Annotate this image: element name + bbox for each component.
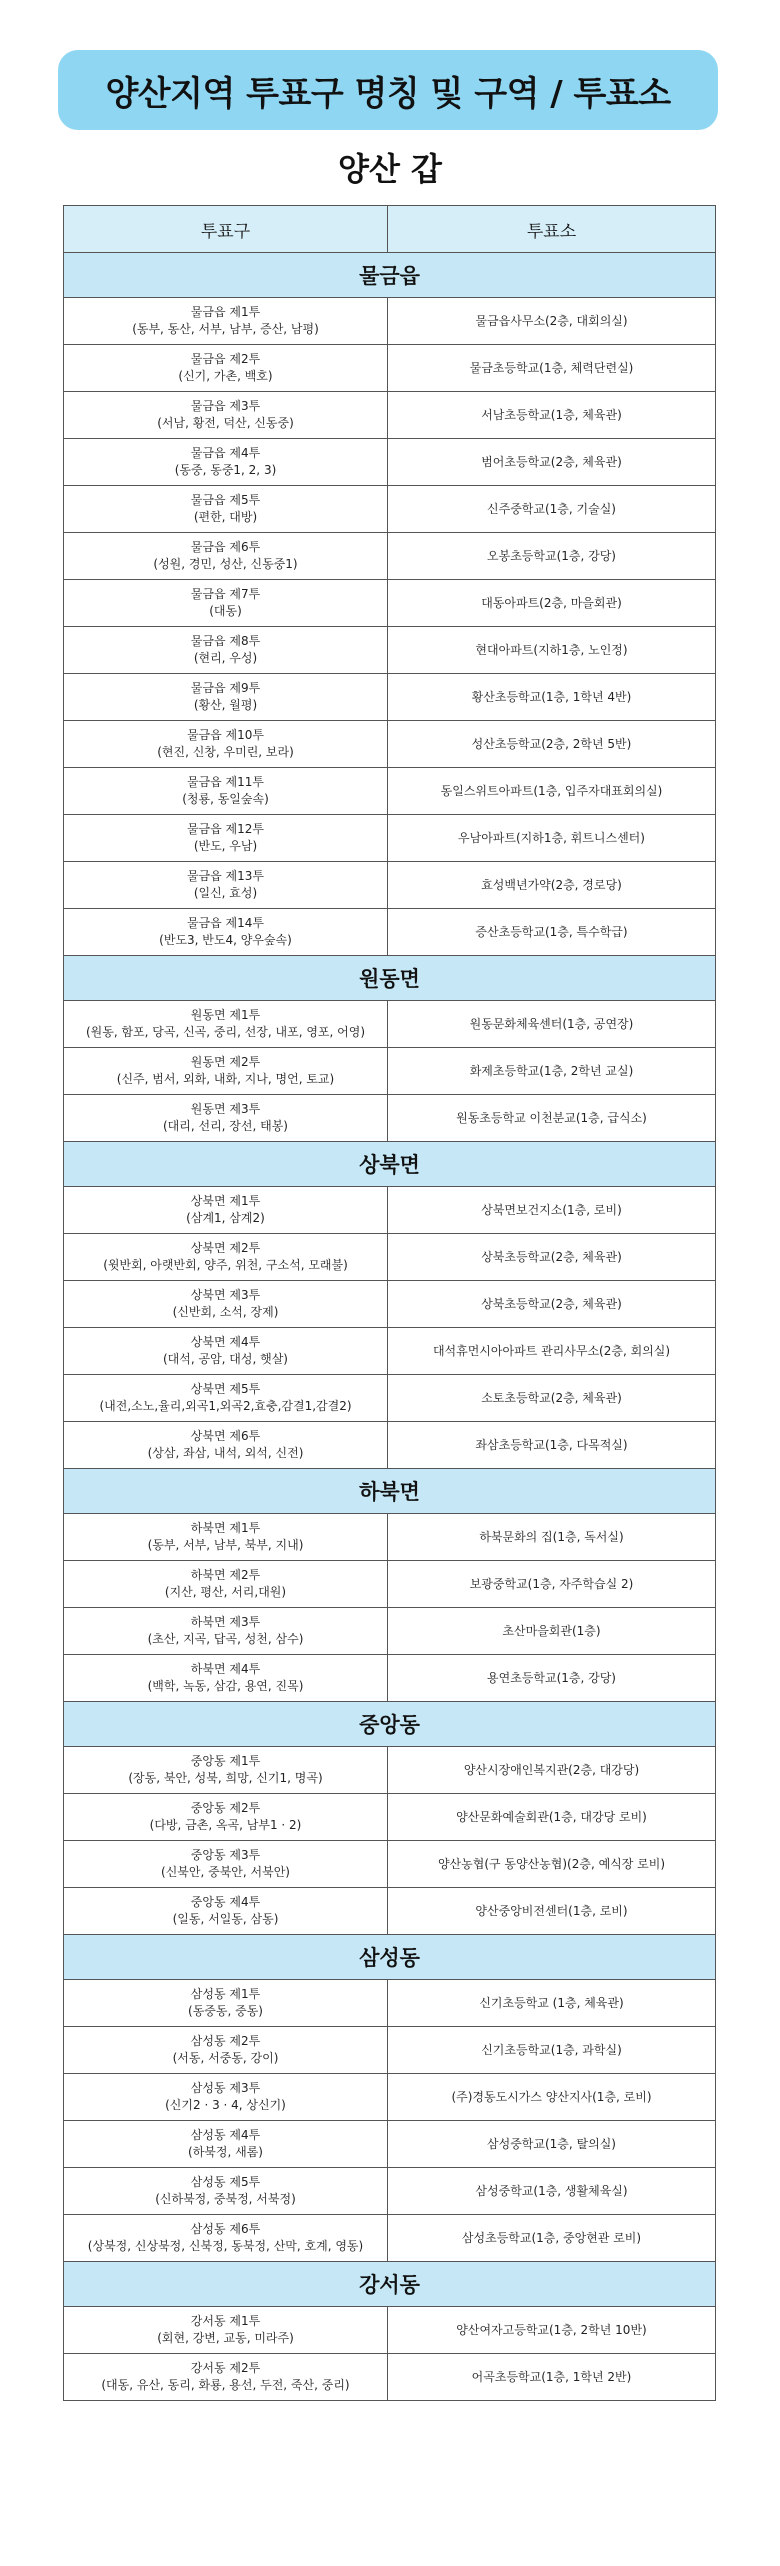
section-row	[64, 1935, 716, 1980]
polling-place-cell: 황산초등학교(1층, 1학년 4반)	[388, 674, 716, 721]
section-title: 삼성동	[64, 1935, 716, 1980]
table-row	[64, 1980, 716, 2027]
district-cell	[64, 1095, 388, 1142]
table-row	[64, 721, 716, 768]
polling-place-cell: 삼성중학교(1층, 탈의실)	[388, 2121, 716, 2168]
table-row	[64, 2027, 716, 2074]
district-name: 삼성동 제6투	[190, 2222, 261, 2236]
district-name: 상북면 제4투	[190, 1335, 261, 1349]
polling-place-cell: 서남초등학교(1층, 체육관)	[388, 392, 716, 439]
table-row	[64, 627, 716, 674]
district-cell	[64, 2168, 388, 2215]
section-title: 물금읍	[64, 253, 716, 298]
polling-place-cell: 상북초등학교(2층, 체육관)	[388, 1281, 716, 1328]
district-name: 삼성동 제4투	[190, 2128, 261, 2142]
district-cell	[64, 1281, 388, 1328]
polling-place-cell: 오봉초등학교(1층, 강당)	[388, 533, 716, 580]
table-row	[64, 815, 716, 862]
table-row	[64, 909, 716, 956]
polling-place-cell: 우남아파트(지하1층, 휘트니스센터)	[388, 815, 716, 862]
district-name: 물금읍 제12투	[186, 822, 265, 836]
polling-place-cell: 삼성중학교(1층, 생활체육실)	[388, 2168, 716, 2215]
district-area: (신주, 범서, 외화, 내화, 지나, 명언, 토교)	[116, 1072, 335, 1086]
table-row	[64, 768, 716, 815]
district-area: (대동)	[209, 604, 242, 618]
district-area: (동중동, 중동)	[188, 2004, 263, 2018]
table-row	[64, 674, 716, 721]
district-cell	[64, 533, 388, 580]
section-title: 중앙동	[64, 1702, 716, 1747]
table-row	[64, 1328, 716, 1375]
district-cell	[64, 1375, 388, 1422]
polling-place-cell: 대석휴먼시아아파트 관리사무소(2층, 회의실)	[388, 1328, 716, 1375]
section-row	[64, 2262, 716, 2307]
table-row	[64, 1281, 716, 1328]
section-row	[64, 1469, 716, 1514]
polling-place-cell: 삼성초등학교(1층, 중앙현관 로비)	[388, 2215, 716, 2262]
table-row	[64, 2354, 716, 2401]
district-cell	[64, 768, 388, 815]
district-area: (대동, 유산, 동리, 화룡, 용선, 두전, 죽산, 중리)	[101, 2378, 350, 2392]
section-row	[64, 956, 716, 1001]
polling-place-cell: 소토초등학교(2층, 체육관)	[388, 1375, 716, 1422]
polling-place-cell: 대동아파트(2층, 마을회관)	[388, 580, 716, 627]
district-name: 물금읍 제8투	[190, 634, 261, 648]
district-cell	[64, 627, 388, 674]
district-area: (서동, 서중동, 강이)	[172, 2051, 279, 2065]
district-name: 하북면 제3투	[190, 1615, 261, 1629]
district-name: 중앙동 제3투	[190, 1848, 261, 1862]
district-name: 물금읍 제6투	[190, 540, 261, 554]
polling-place-cell: 물금읍사무소(2층, 대회의실)	[388, 298, 716, 345]
district-cell	[64, 2307, 388, 2354]
district-cell	[64, 815, 388, 862]
district-area: (내전,소노,율리,외곡1,외곡2,효충,감결1,감결2)	[99, 1399, 352, 1413]
district-cell	[64, 1980, 388, 2027]
district-area: (현리, 우성)	[193, 651, 258, 665]
table-row	[64, 1001, 716, 1048]
district-name: 상북면 제5투	[190, 1382, 261, 1396]
district-cell	[64, 1747, 388, 1794]
polling-place-cell: (주)경동도시가스 양산지사(1층, 로비)	[388, 2074, 716, 2121]
district-area: (황산, 월평)	[193, 698, 258, 712]
district-area: (다방, 금촌, 옥곡, 남부1 · 2)	[149, 1818, 302, 1832]
table-row	[64, 1655, 716, 1702]
table-row	[64, 1234, 716, 1281]
district-area: (서남, 황전, 덕산, 신동중)	[157, 416, 294, 430]
polling-place-cell: 현대아파트(지하1층, 노인정)	[388, 627, 716, 674]
polling-place-cell: 양산농협(구 동양산농협)(2층, 예식장 로비)	[388, 1841, 716, 1888]
district-area: (윗반회, 아랫반회, 양주, 위천, 구소석, 모래불)	[103, 1258, 348, 1272]
district-area: (동중, 동중1, 2, 3)	[174, 463, 277, 477]
district-area: (편한, 대방)	[193, 510, 258, 524]
table-row	[64, 862, 716, 909]
table-row	[64, 345, 716, 392]
table-row	[64, 1187, 716, 1234]
district-cell	[64, 909, 388, 956]
section-row	[64, 253, 716, 298]
table-row	[64, 2074, 716, 2121]
polling-place-cell: 어곡초등학교(1층, 1학년 2반)	[388, 2354, 716, 2401]
polling-place-cell: 효성백년가약(2층, 경로당)	[388, 862, 716, 909]
table-row	[64, 1095, 716, 1142]
district-cell	[64, 345, 388, 392]
district-name: 원동면 제1투	[190, 1008, 261, 1022]
district-name: 하북면 제1투	[190, 1521, 261, 1535]
district-area: (지산, 평산, 서리,대원)	[164, 1585, 287, 1599]
district-area: (청룡, 동일숲속)	[182, 792, 269, 806]
district-area: (신북안, 중북안, 서북안)	[161, 1865, 290, 1879]
district-cell	[64, 721, 388, 768]
page-title: 양산지역 투표구 명칭 및 구역 / 투표소	[58, 50, 718, 130]
district-area: (초산, 지곡, 답곡, 성천, 삼수)	[147, 1632, 304, 1646]
polling-place-cell: 신주중학교(1층, 기술실)	[388, 486, 716, 533]
district-name: 강서동 제1투	[190, 2314, 261, 2328]
district-area: (삼계1, 삼계2)	[186, 1211, 265, 1225]
district-name: 원동면 제3투	[190, 1102, 261, 1116]
district-cell	[64, 2074, 388, 2121]
district-area: (회현, 강변, 교동, 미라주)	[157, 2331, 294, 2345]
table-row	[64, 2168, 716, 2215]
polling-table	[63, 205, 716, 2401]
district-area: (일신, 효성)	[193, 886, 258, 900]
district-name: 물금읍 제3투	[190, 399, 261, 413]
district-cell	[64, 2027, 388, 2074]
district-cell	[64, 674, 388, 721]
table-body	[64, 253, 716, 2401]
polling-place-cell: 신기초등학교(1층, 과학실)	[388, 2027, 716, 2074]
district-name: 물금읍 제11투	[186, 775, 265, 789]
district-name: 하북면 제4투	[190, 1662, 261, 1676]
district-area: (반도, 우남)	[193, 839, 258, 853]
polling-place-cell: 양산시장애인복지관(2층, 대강당)	[388, 1747, 716, 1794]
district-name: 물금읍 제4투	[190, 446, 261, 460]
table-row	[64, 1561, 716, 1608]
table-row	[64, 486, 716, 533]
district-name: 물금읍 제1투	[190, 305, 261, 319]
polling-place-cell: 용연초등학교(1층, 강당)	[388, 1655, 716, 1702]
table-header-row	[64, 206, 716, 253]
polling-place-cell: 양산중앙비전센터(1층, 로비)	[388, 1888, 716, 1935]
table-row	[64, 1375, 716, 1422]
table-row	[64, 1747, 716, 1794]
district-area: (장동, 북안, 성북, 희망, 신기1, 명곡)	[128, 1771, 323, 1785]
district-name: 중앙동 제1투	[190, 1754, 261, 1768]
district-name: 중앙동 제2투	[190, 1801, 261, 1815]
district-area: (반도3, 반도4, 양우숲속)	[159, 933, 292, 947]
header-district: 투표구	[64, 206, 388, 253]
district-name: 삼성동 제2투	[190, 2034, 261, 2048]
district-cell	[64, 486, 388, 533]
district-area: (신기, 가촌, 백호)	[178, 369, 273, 383]
constituency-title: 양산 갑	[338, 150, 442, 188]
district-name: 물금읍 제14투	[186, 916, 265, 930]
district-cell	[64, 1234, 388, 1281]
district-name: 삼성동 제1투	[190, 1987, 261, 2001]
district-cell	[64, 580, 388, 627]
table-row	[64, 1794, 716, 1841]
district-area: (백학, 녹동, 삼감, 용연, 진목)	[147, 1679, 304, 1693]
section-title: 강서동	[64, 2262, 716, 2307]
district-name: 삼성동 제3투	[190, 2081, 261, 2095]
district-cell	[64, 1608, 388, 1655]
header-polling-place: 투표소	[388, 206, 716, 253]
district-name: 물금읍 제7투	[190, 587, 261, 601]
polling-place-cell: 하북문화의 집(1층, 독서실)	[388, 1514, 716, 1561]
district-cell	[64, 2215, 388, 2262]
section-title: 원동면	[64, 956, 716, 1001]
polling-place-cell: 화제초등학교(1층, 2학년 교실)	[388, 1048, 716, 1095]
polling-place-cell: 초산마을회관(1층)	[388, 1608, 716, 1655]
district-area: (동부, 동산, 서부, 남부, 증산, 남평)	[132, 322, 319, 336]
district-area: (대석, 공암, 대성, 햇살)	[163, 1352, 288, 1366]
polling-table-container	[63, 205, 715, 2401]
district-cell	[64, 2121, 388, 2168]
table-row	[64, 1841, 716, 1888]
district-cell	[64, 1187, 388, 1234]
district-area: (상북정, 신상북정, 신북정, 동북정, 산막, 호계, 영동)	[87, 2239, 364, 2253]
district-cell	[64, 1048, 388, 1095]
district-area: (대리, 선리, 장선, 태봉)	[163, 1119, 288, 1133]
table-row	[64, 392, 716, 439]
table-row	[64, 2215, 716, 2262]
district-cell	[64, 1514, 388, 1561]
district-area: (성원, 경민, 성산, 신동중1)	[153, 557, 298, 571]
district-cell	[64, 2354, 388, 2401]
polling-place-cell: 범어초등학교(2층, 체육관)	[388, 439, 716, 486]
table-row	[64, 580, 716, 627]
polling-place-cell: 상북초등학교(2층, 체육관)	[388, 1234, 716, 1281]
district-area: (원동, 함포, 당곡, 신곡, 중리, 선장, 내포, 영포, 어영)	[85, 1025, 366, 1039]
district-area: (신반회, 소석, 장제)	[172, 1305, 279, 1319]
district-area: (상삼, 좌삼, 내석, 외석, 신전)	[147, 1446, 304, 1460]
district-name: 원동면 제2투	[190, 1055, 261, 1069]
district-cell	[64, 392, 388, 439]
district-name: 상북면 제2투	[190, 1241, 261, 1255]
table-row	[64, 298, 716, 345]
section-row	[64, 1142, 716, 1187]
district-area: (하북정, 새롬)	[188, 2145, 263, 2159]
district-name: 상북면 제3투	[190, 1288, 261, 1302]
district-cell	[64, 1841, 388, 1888]
district-cell	[64, 1001, 388, 1048]
table-row	[64, 1608, 716, 1655]
table-row	[64, 533, 716, 580]
district-name: 중앙동 제4투	[190, 1895, 261, 1909]
polling-place-cell: 원동초등학교 이천분교(1층, 급식소)	[388, 1095, 716, 1142]
district-name: 하북면 제2투	[190, 1568, 261, 1582]
section-row	[64, 1702, 716, 1747]
section-title: 하북면	[64, 1469, 716, 1514]
table-row	[64, 1048, 716, 1095]
section-title: 상북면	[64, 1142, 716, 1187]
district-name: 물금읍 제13투	[186, 869, 265, 883]
district-area: (동부, 서부, 남부, 북부, 지내)	[147, 1538, 304, 1552]
district-name: 상북면 제1투	[190, 1194, 261, 1208]
district-cell	[64, 1888, 388, 1935]
district-cell	[64, 1561, 388, 1608]
district-cell	[64, 1422, 388, 1469]
district-name: 물금읍 제5투	[190, 493, 261, 507]
polling-place-cell: 물금초등학교(1층, 체력단련실)	[388, 345, 716, 392]
polling-place-cell: 좌삼초등학교(1층, 다목적실)	[388, 1422, 716, 1469]
polling-place-cell: 동일스위트아파트(1층, 입주자대표회의실)	[388, 768, 716, 815]
table-row	[64, 2307, 716, 2354]
district-cell	[64, 1328, 388, 1375]
table-row	[64, 2121, 716, 2168]
district-name: 물금읍 제9투	[190, 681, 261, 695]
table-row	[64, 1514, 716, 1561]
polling-place-cell: 상북면보건지소(1층, 로비)	[388, 1187, 716, 1234]
polling-place-cell: 양산문화예술회관(1층, 대강당 로비)	[388, 1794, 716, 1841]
district-area: (신하북정, 중북정, 서북정)	[155, 2192, 296, 2206]
district-name: 물금읍 제2투	[190, 352, 261, 366]
district-area: (신기2 · 3 · 4, 상신기)	[165, 2098, 286, 2112]
district-name: 강서동 제2투	[190, 2361, 261, 2375]
district-name: 상북면 제6투	[190, 1429, 261, 1443]
polling-place-cell: 원동문화체육센터(1층, 공연장)	[388, 1001, 716, 1048]
polling-place-cell: 신기초등학교 (1층, 체육관)	[388, 1980, 716, 2027]
district-name: 삼성동 제5투	[190, 2175, 261, 2189]
district-name: 물금읍 제10투	[186, 728, 265, 742]
polling-place-cell: 양산여자고등학교(1층, 2학년 10반)	[388, 2307, 716, 2354]
district-cell	[64, 1794, 388, 1841]
polling-place-cell: 증산초등학교(1층, 특수학급)	[388, 909, 716, 956]
polling-place-cell: 성산초등학교(2층, 2학년 5반)	[388, 721, 716, 768]
table-row	[64, 1888, 716, 1935]
table-row	[64, 1422, 716, 1469]
district-area: (현진, 신창, 우미린, 보라)	[157, 745, 294, 759]
district-cell	[64, 1655, 388, 1702]
polling-place-cell: 보광중학교(1층, 자주학습실 2)	[388, 1561, 716, 1608]
district-cell	[64, 862, 388, 909]
district-area: (일동, 서일동, 삼동)	[172, 1912, 279, 1926]
district-cell	[64, 439, 388, 486]
table-row	[64, 439, 716, 486]
district-cell	[64, 298, 388, 345]
